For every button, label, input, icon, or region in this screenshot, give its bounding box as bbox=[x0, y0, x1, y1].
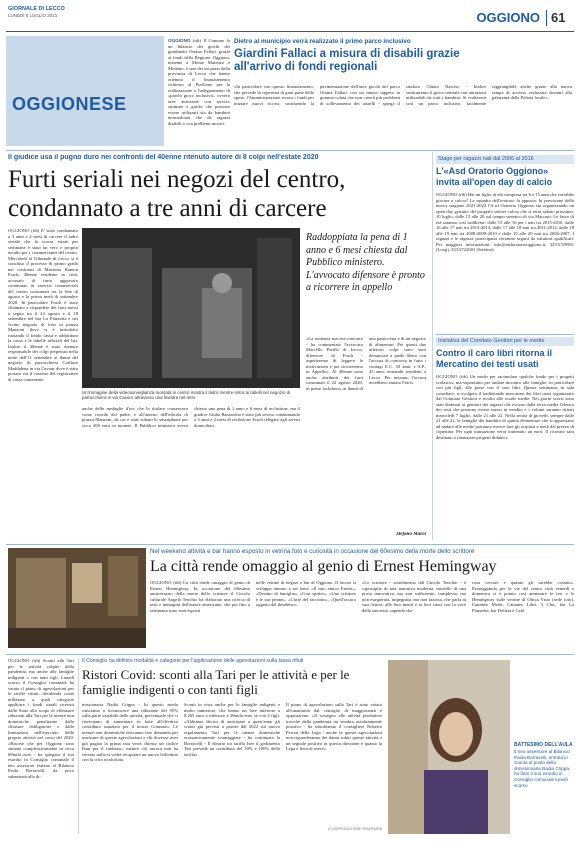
rule-2 bbox=[6, 544, 574, 545]
main-story-signature: Stefano Maroi bbox=[396, 532, 426, 537]
main-story-kicker: Il giudice usa il pugno duro nei confronti del 40enne ritenuto autore di 8 colpi nell'estate 2020 bbox=[8, 154, 319, 161]
tari-headline: Ristori Covid: sconti alla Tari per le attività e per le famiglie indigenti o con tanti figli bbox=[82, 667, 350, 697]
tari-kicker: Il Consiglio ha definito modalità e categorie per l'applicazione delle agevolazioni sulla tassa rifiuti bbox=[82, 658, 304, 664]
tari-left-brief: OGGIONO (rtb) Sconti alla Tari per le attività colpite dalla pandemia, ma anche alle famiglie indigenti o con tanti figli. Lunedì scorso il Consiglio comunale ha varato il piano di agevolazioni per le tariffe rifiuti, decidendo come utilizzare a quali categorie applicare i fondi statali ricevuti dallo Stato allo scopo di effettuare riduzioni alla Tari per le utenze non domestiche penalizzate dalle chiusure obbligatorie o dalle limitazioni nell'esercizio delle proprie attività nel corso del 2020. «Risorse che per Oggiono sono stimate complessivamente in circa 69mila euro - ha spiegato il suo esordio in Consiglio comunale il neo assessore esterno al Bilancio Paola Borracelli, da poco subentrata alla di- bbox=[8, 658, 74, 779]
mercatino-body: OGGIONO (rtb) Un modo per racimolare qualche fondo per i progetti scolastici, ma soprattutto per andare incontro alle famiglie, in particolare con più figli, alle prese con il caro libri. Questa settimana, in sala consiliare, si svolgerà il tradizionale mercatino dei libri usati organizzato dal Comitato Genitori e rivolto alle scuole medie. Nei giorni scorsi sono stati diramati ai genitori dei ragazzi che escono dalla terza media l'elenco dei testi che possono essere messi in vendita e i volumi saranno ritirati mercoledì 7 luglio, dalle 21 alle 22. Nella serata di giovedì, sempre dalle 21 alle 22, le famiglie dei bambini di quinta elementare che si apprestano ad andare alle medie potranno invece fare gli acquisti a metà del prezzo di copertina. Per ogni transazione verrà trattenuto un euro: Il ricavato sarà destinato a finanziare progetti didattici. bbox=[436, 374, 574, 440]
top-story-kicker: Dietro al municipio verrà realizzato il primo parco inclusivo bbox=[234, 38, 411, 45]
tari-col3: Il piano di agevolazioni sulla Tari è stato votato all'unanimità dal consiglio di maggioranza e opposizione. «Il sostegno alle attività produttive travolte dalla pandemia mi sembra assolutamente positivo - ha sottolineato il consigliere Roberto Ferrari della Lega - anche se queste agevolazioni non riguarderanno dei danni subiti queste attività e un segnale positivo in questa direzione è quanto la Lega è fiera di avere». bbox=[286, 702, 382, 751]
tari-col1: missionaria Nadia Crippa - In questo modo riusciamo a riconoscere una riduzione del 95% sulla parte variabile delle attività, percentuale che ci riserviamo di aumentare in base all'effettivo contributo stanziato per il nostro Comune». Le utenze non domestiche dovranno fare domanda per usufruire di queste agevolazioni e chi dovesse aver già pagato la prima rata verrà chiesto un codice Iban per il rimborso, mentre chi ancora non ha versato nulla si vedrà recapitare un nuovo bollettino con la cifra ricalcolata. bbox=[82, 702, 178, 762]
page-number: 61 bbox=[546, 10, 572, 26]
vertical-rule bbox=[432, 152, 433, 540]
calcio-body: OGGIONO (rtb) Hai un figlio di età compresa tra 6 e 15 anni che vorrebbe giocare a calcio? La squadra dell'oratorio fa apposta: In previsione della nuova stagione 2021-2022 l'A.sd Oratorio Oggiono sta organizzando un open day gratuito del progetto settore calcio che si terrà sabato prossimo, 10 luglio, dalle 15 alle 20 sul campo sintetico di via Marconi. Le fasce di età saranno così suddivise: dalle 15 alle 16 per i nati tra 2015-2016, dalle 16 alle 17 nati tra 2013-2014, dalle 17 alle 18 nati tra 2011-2012, dalle 18 alle 19 nati tra 2008-2009-2010 e dalle 19 alle 20 nati tra 2006-2007. I ragazzi e le ragazze partecipanti verranno seguiti da istruttori qualificati. Per maggiori informazioni: info@asdoratoriooggiono.it, 335/5729981 (Loop), 333/2722681 (Stefano). bbox=[436, 192, 574, 252]
tari-vertical-rule bbox=[78, 658, 79, 834]
hemingway-col2: nelle vetrine di negozi e bar di Oggiono. Il lavoro si sviluppa attorno a set temi: «Il mio amico Ernest», «Destino di famiglia», «Cosi spirito», «Uno scrittore e le sue penne», «L'arte del racconto», «Quell'oscuro oggetto del desiderio». bbox=[256, 580, 356, 607]
hemingway-headline: La città rende omaggio al genio di Ernest Hemingway bbox=[150, 558, 497, 575]
calcio-kicker: Stage per ragazzi nati dal 2006 al 2016 bbox=[436, 155, 574, 164]
rule-1 bbox=[6, 150, 574, 151]
tari-photo-credit: (C) RIPRODUZIONE RISERVATA bbox=[327, 827, 382, 831]
hemingway-col1: OGGIONO (rtb) La città rende omaggio al genio di Ernest Hemingway. In occasione del 60esimo anniversario della morte dello scrittore il Circolo culturale Angelo Tenchio ha elaborato una ricerca di testi e immagini dell'autore americano, che poi fino a settimana sono stati esposti bbox=[150, 580, 250, 613]
main-story-headline-1: Furti seriali nei negozi del centro, bbox=[8, 166, 346, 193]
section-banner bbox=[6, 36, 164, 146]
brief-fallaci-text: (rtb) Il Comune fa un bilancio dei giochi dei giardinetti Oriana Fallaci grazie ai fondi della Regione. Oggiono, insieme a Monte Marenzo e Molteno, è uno dei tre paesi della provincia di Lecco che hanno ottenuto il finanziamento richiesto al Pirellone per la realizzazione o l'adeguamento di «parchi gioco inclusivi», ovvero aree attrezzate con servizi, strutture e giochi che possono essere utilizzati sia da bambini normodotati che da ragazzi disabili o con problemi motori. bbox=[168, 38, 230, 126]
hemingway-photo bbox=[8, 548, 146, 648]
pull-quote: Raddoppiata la pena di 1 anno e 6 mesi chiesta dal Pubblico ministero. L'avvocato difensore è pronto a ricorrere in appello bbox=[306, 232, 425, 293]
main-story-col3: «La sentenza non mi convince - ha commentato l'avvocato Marcello Perillo di Lecco, difensore di Frach - aspetteremo di leggere le motivazioni e poi ricorreremo in Appello». Al 40enne sono anche attribuiti dei furti consumati il 22 agosto 2020, in pieno lockdown, ai danni di una pasticceria e di un negozio di alimentari. Per questi due ulteriori colpi sono stati denunciati a piede libero con l'accusa di concorso in furto i coniugi E.C. 50 anni, e S.P., 43 anni, entrambi residenti a Lecco. Per nessuno l'accusa avrebbero aiutato Frach. bbox=[306, 336, 426, 391]
calcio-headline: L'«Asd Oratorio Oggiono» invita all'open day di calcio bbox=[436, 166, 553, 187]
mercatino-headline: Contro il caro libri ritorna il Mercatino dei testi usati bbox=[436, 348, 553, 369]
section-name: OGGIONO bbox=[476, 10, 540, 25]
side-caption-box bbox=[514, 742, 574, 834]
section-banner-title: OGGIONESE bbox=[12, 94, 127, 114]
brief-fallaci-tag: OGGIONO bbox=[168, 38, 191, 43]
main-story-col2: anche delle medaglie d'oro che la titolare conservava come ricordo del padre, e all'interno dell'edicola di piazza Manzoni, da cui è stato rubato lo smartphone per circa 200 euro in monete. Il Pubblico ministero aveva chiesto una pena di 1 anno e 6 mesi di reclusione, ma il giudice Giulia Barazzetta è stato più severo condannando a 3 anni e 2 mesi di reclusione Frach relegato agli arresti domiciliari. bbox=[82, 406, 300, 428]
rule-3 bbox=[6, 654, 574, 655]
main-story-col1 bbox=[8, 228, 78, 540]
hemingway-col4: cosa cercare e quanto gli sarebbe costato». Passeggiando per le vie del centro città venerdì e domenica si è potuto così ammirare le tesi e le Hemingway sulle vetrine di Ottica Visio (sede foto), Cattaneo Mode, Cattaneo Libri, 3 Chic, bar La Piazzetta, bar Delizia e Café. bbox=[472, 580, 574, 613]
side-caption-text: Il neo assessore al Bilancio Paola Borracelli, entrata in Giunta al posto della dimissionaria Nadia Crippa, ha fatto il suo esordio in Consiglio comunale lunedì scorso bbox=[514, 749, 571, 788]
assessore-photo bbox=[388, 660, 510, 834]
issue-date: LUNEDÌ 5 LUGLIO 2021 bbox=[8, 13, 58, 18]
paper-name: GIORNALE DI LECCO bbox=[8, 6, 65, 12]
side-caption-title: BATTESIMO DELL'AULA bbox=[514, 742, 573, 748]
masthead-rule bbox=[6, 31, 574, 32]
main-story-headline-2: condannato a tre anni di carcere bbox=[8, 195, 327, 222]
main-story-col1-text: OGGIONO (rtb) E' stato condannato a 3 anni e 2 mesi di carcere il ladro seriale che la scorsa estate per settimane è stato un vero e proprio incubo per i commercianti del centro. Mercoledì al Tribunale di Lecco si è concluso il processo di primo grado nei confronti di Massimo Ramon Frach, 40enne residente in città, accusato di furto aggravato continuato in esercizi commerciali del centro consumati tra la fine di agosto e la prima metà di settembre 2020. In particolare Frach è stato chiamato a rispondere dei furti messi a segno tra il 24 agosto e il 18 settembre nel bar La Piazzetta e nei vicino negozio di fiori in piazza Manzoni dove si è introdotto ruotando il fondo cassa e addirittura la cassa e le tabelle ufficiali del bar. Inoltre il 40enne è stato ritenuto responsabile dei colpi perpetrati nella notte dell'11 settembre ai danni del negozio di parrucchiera Coiffure Maddalena in via Cavour dove è stato portato via il cassetto del registratore di cassa contenente bbox=[8, 228, 78, 382]
top-story-headline: Giardini Fallaci a misura di disabili grazie all'arrivo di fondi regionali bbox=[234, 48, 460, 73]
tari-col2: Sconti in vista anche per le famiglie indigenti e molto numerose, che hanno un Isee inferiore a 8.265 euro o inferiore a 20mila euro se con 4 figli. «Abbiamo deciso di anticipare a quest'anno gli sconti già previsti a partire dal 2022 sul nuovo regolamento Tari per le utenze domestiche economicamente svantaggiate - ha continuato la Borracelli - Il divario tra tariffa Isee il godimento Tari prevede un contributo del 50% e 100% della tariffa». bbox=[184, 702, 280, 757]
cctv-photo-caption: Un'immagine della videosorveglianza montata in centro mostra il ladro mentre entra ai tabelli nel negozio di parrucchiera in via Cavour attraverso una finestra nel retro bbox=[82, 390, 291, 401]
hemingway-image bbox=[8, 548, 146, 648]
brief-fallaci bbox=[168, 38, 230, 146]
hemingway-kicker: Nel weekend attività e bar hanno esposto in vetrina foto e curiosità in occasione del 60esimo della morte dello scrittore bbox=[150, 548, 475, 555]
rule-calcio bbox=[436, 334, 574, 335]
mercatino-kicker: Iniziativa del Comitato Genitori per le medie bbox=[436, 337, 574, 346]
cctv-photo bbox=[82, 228, 300, 388]
cctv-image bbox=[82, 228, 300, 388]
assessore-image bbox=[388, 660, 510, 834]
hemingway-col3: «Lo scrittore - sottolineano dal Circolo Tenchio - è capostipite di una narrativa moderna, modello di una prosa innovativa, ma non sufficiente, complessa, ma non esasperata, impegnata, ma non faziosa, che parla ai suoi lettori, alle loro menti e ai loro cuori con la voce della sincerità, sapendo che bbox=[362, 580, 466, 613]
masthead-left bbox=[8, 6, 128, 28]
top-story-body: «In particolare con questo finanziamento, che prevede la copertura di gran parte delle spese, l'Amministrazione ricava i fondi per iniziare nuovi ricorsi, sostituendo la pavimentazione dell'area giochi del parco Oriana Fallaci con un nuovo tappeto in gomma colata che non creerà più problemi di sollevamento dei tasselli - spiega il sindaco Chiara Narciso - Inoltre sostituiremo il gioco centrale con attrazioni utilizzabili da tutti i bambini. Si realizzerà così un parco inclusivo, facilmente raggiungibile anche grazie alla nuova rampa di accesso realizzata davanti alla palazzina della Polizia locale». bbox=[234, 84, 572, 106]
